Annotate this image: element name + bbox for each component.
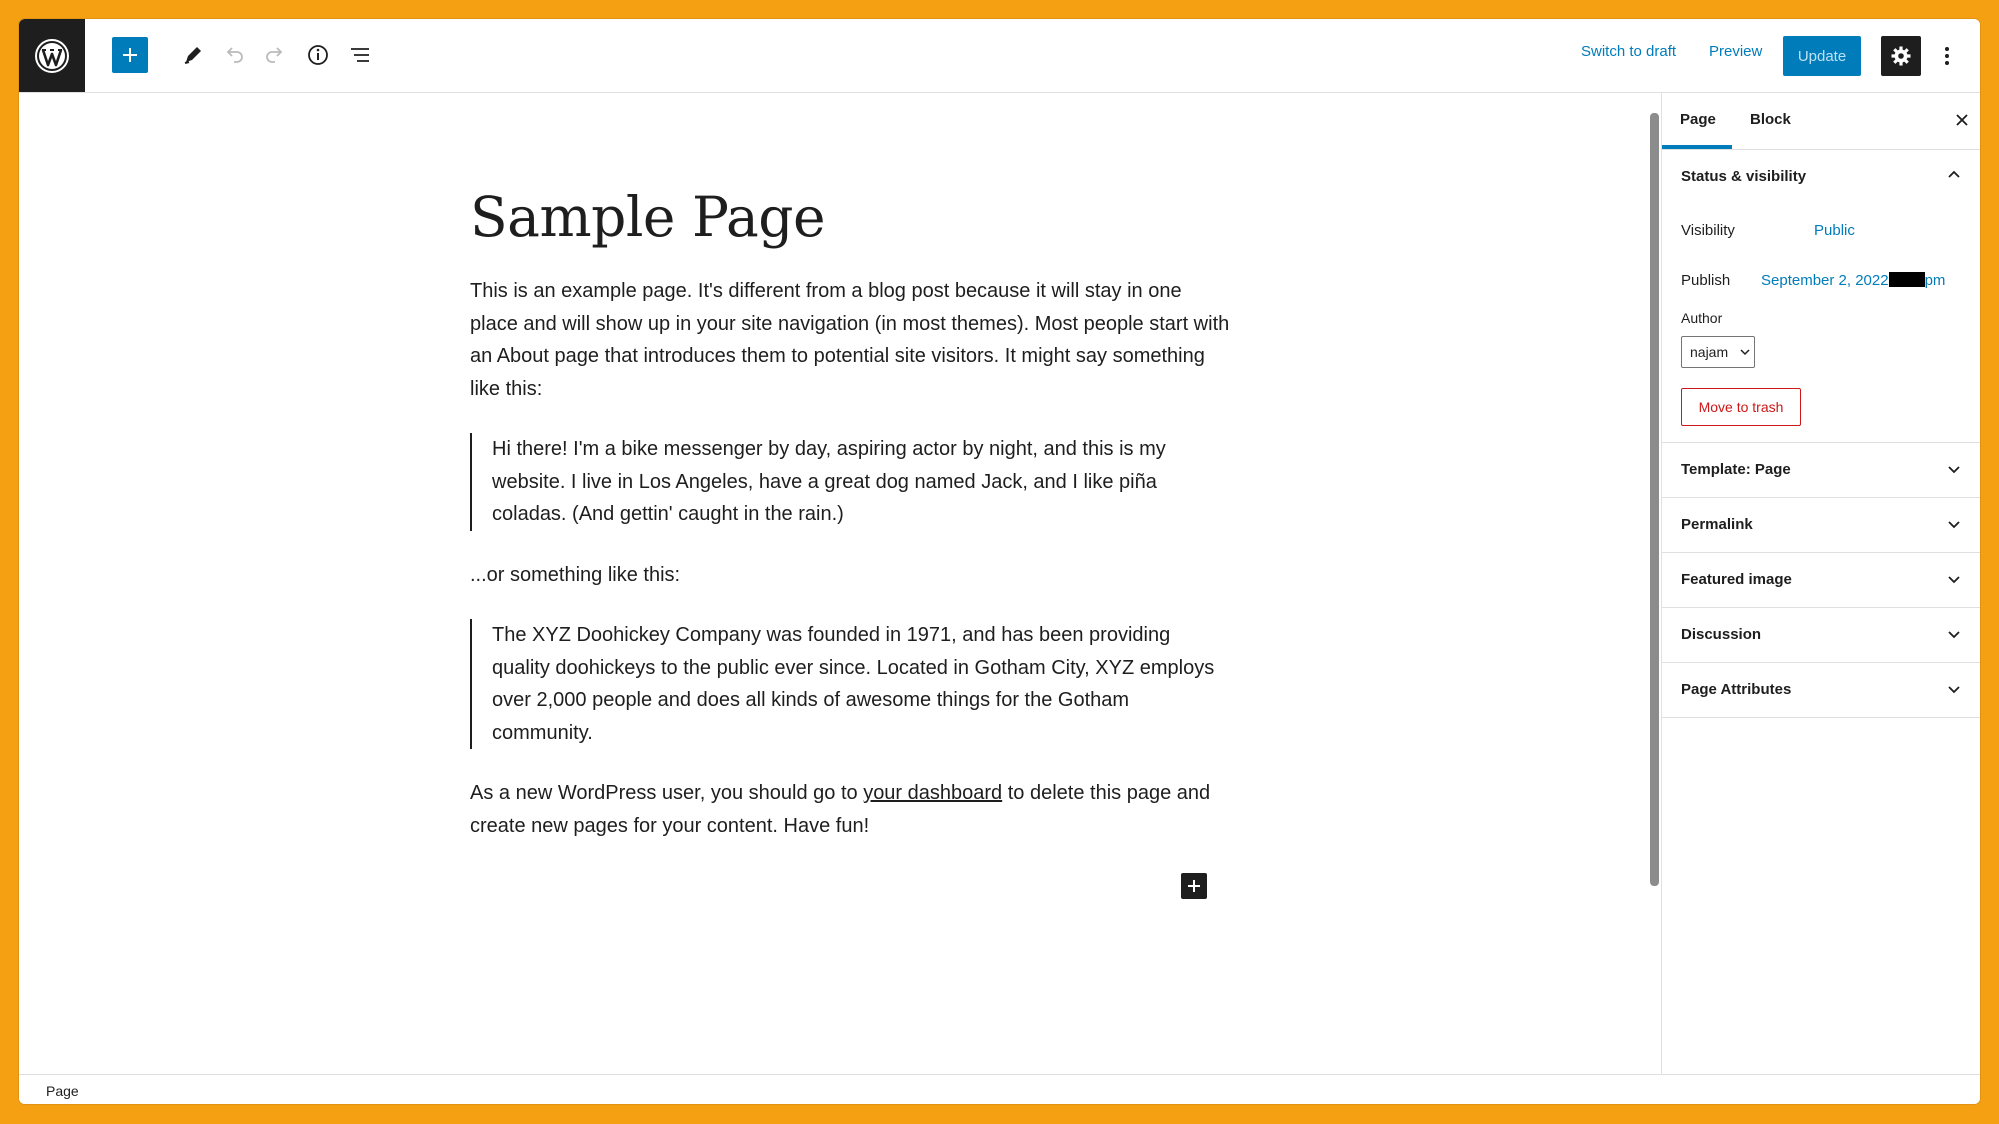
quote-block[interactable] (470, 619, 1230, 749)
panel-title: Page Attributes (1681, 681, 1792, 698)
panel-title: Featured image (1681, 571, 1792, 588)
list-view-button[interactable] (342, 37, 378, 73)
list-view-icon (348, 43, 372, 67)
page-title[interactable]: Sample Page (470, 185, 826, 249)
settings-sidebar (1661, 93, 1980, 1075)
wordpress-logo-icon (34, 38, 70, 74)
plus-icon (1187, 879, 1201, 893)
undo-button[interactable] (216, 37, 252, 73)
paragraph-block[interactable]: This is an example page. It's different from a blog post because it will stay in one place and will show up in your site navigation (in most themes). Most people start with an About page that introduces them to potential site visitors. It might say something like this: (470, 280, 1230, 400)
dashboard-link[interactable]: your dashboard (863, 782, 1003, 804)
close-sidebar-button[interactable] (1952, 110, 1972, 130)
chevron-down-icon (1740, 348, 1750, 356)
more-options-button[interactable] (1937, 39, 1957, 73)
info-icon (306, 43, 330, 67)
switch-to-draft-button[interactable]: Switch to draft (1581, 43, 1677, 60)
more-vertical-icon (1944, 46, 1950, 66)
block-inserter-button[interactable] (1181, 873, 1207, 899)
paragraph-block[interactable]: ...or something like this: (470, 563, 681, 586)
featured-image-panel[interactable] (1662, 553, 1980, 608)
sidebar-tabs (1662, 93, 1980, 150)
plus-icon (121, 46, 139, 64)
template-panel[interactable] (1662, 443, 1980, 498)
breadcrumb[interactable]: Page (46, 1083, 79, 1099)
quote-text[interactable]: The XYZ Doohickey Company was founded in 1971, and has been providing quality doohickeys to the public ever since. Located in Gotham City, XYZ employs over 2,000 people and does all kinds of awesome things for the Gotham community. (492, 624, 1215, 744)
paragraph-block[interactable] (470, 777, 1230, 842)
move-to-trash-button[interactable]: Move to trash (1681, 388, 1801, 426)
author-value: najam (1690, 344, 1729, 360)
chevron-up-icon[interactable] (1946, 167, 1962, 183)
paragraph-text: As a new WordPress user, you should go to (470, 782, 864, 804)
pencil-icon (182, 44, 204, 66)
editor-window (19, 19, 1980, 1104)
author-select[interactable] (1681, 336, 1755, 368)
redo-button[interactable] (257, 37, 293, 73)
publish-date: September 2, 2022 (1761, 272, 1889, 289)
panel-title: Permalink (1681, 516, 1753, 533)
tab-block[interactable]: Block (1750, 111, 1791, 128)
chevron-down-icon (1946, 626, 1962, 642)
redacted-time (1889, 272, 1925, 287)
publish-label: Publish (1681, 272, 1731, 289)
visibility-value[interactable]: Public (1814, 222, 1855, 239)
chevron-down-icon (1946, 516, 1962, 532)
gear-icon (1890, 45, 1912, 67)
publish-suffix: pm (1924, 272, 1946, 289)
chevron-down-icon (1946, 461, 1962, 477)
tab-page[interactable]: Page (1680, 111, 1716, 128)
top-toolbar (19, 19, 1980, 93)
canvas-scrollbar[interactable] (1650, 113, 1659, 886)
panel-title[interactable]: Status & visibility (1681, 168, 1807, 185)
chevron-down-icon (1946, 571, 1962, 587)
add-block-button[interactable] (112, 37, 148, 73)
redo-icon (264, 44, 286, 66)
author-label: Author (1681, 310, 1723, 326)
wordpress-logo[interactable] (19, 19, 85, 92)
details-button[interactable] (300, 37, 336, 73)
permalink-panel[interactable] (1662, 498, 1980, 553)
tools-button[interactable] (175, 37, 211, 73)
undo-icon (223, 44, 245, 66)
discussion-panel[interactable] (1662, 608, 1980, 663)
chevron-down-icon (1946, 681, 1962, 697)
editor-canvas[interactable] (19, 93, 1651, 1075)
publish-date-button[interactable] (1761, 272, 1945, 289)
active-tab-indicator (1662, 145, 1732, 149)
status-visibility-panel (1662, 150, 1980, 443)
panel-title: Template: Page (1681, 461, 1791, 478)
footer-bar (19, 1074, 1980, 1104)
visibility-label: Visibility (1681, 222, 1735, 239)
preview-button[interactable]: Preview (1709, 43, 1763, 60)
panel-title: Discussion (1681, 626, 1762, 643)
quote-block[interactable] (470, 433, 1230, 531)
settings-button[interactable] (1881, 36, 1921, 76)
paragraph-text: to delete this page and create new pages for your content. Have fun! (470, 782, 1211, 837)
page-attributes-panel[interactable] (1662, 663, 1980, 718)
close-icon (1955, 113, 1969, 127)
post-content[interactable] (470, 181, 1230, 870)
update-button[interactable]: Update (1783, 36, 1861, 76)
quote-text[interactable]: Hi there! I'm a bike messenger by day, aspiring actor by night, and this is my website. I live in Los Angeles, have a great dog named Jack, and I like piña coladas. (And gettin' caught in the rain.) (492, 438, 1166, 525)
